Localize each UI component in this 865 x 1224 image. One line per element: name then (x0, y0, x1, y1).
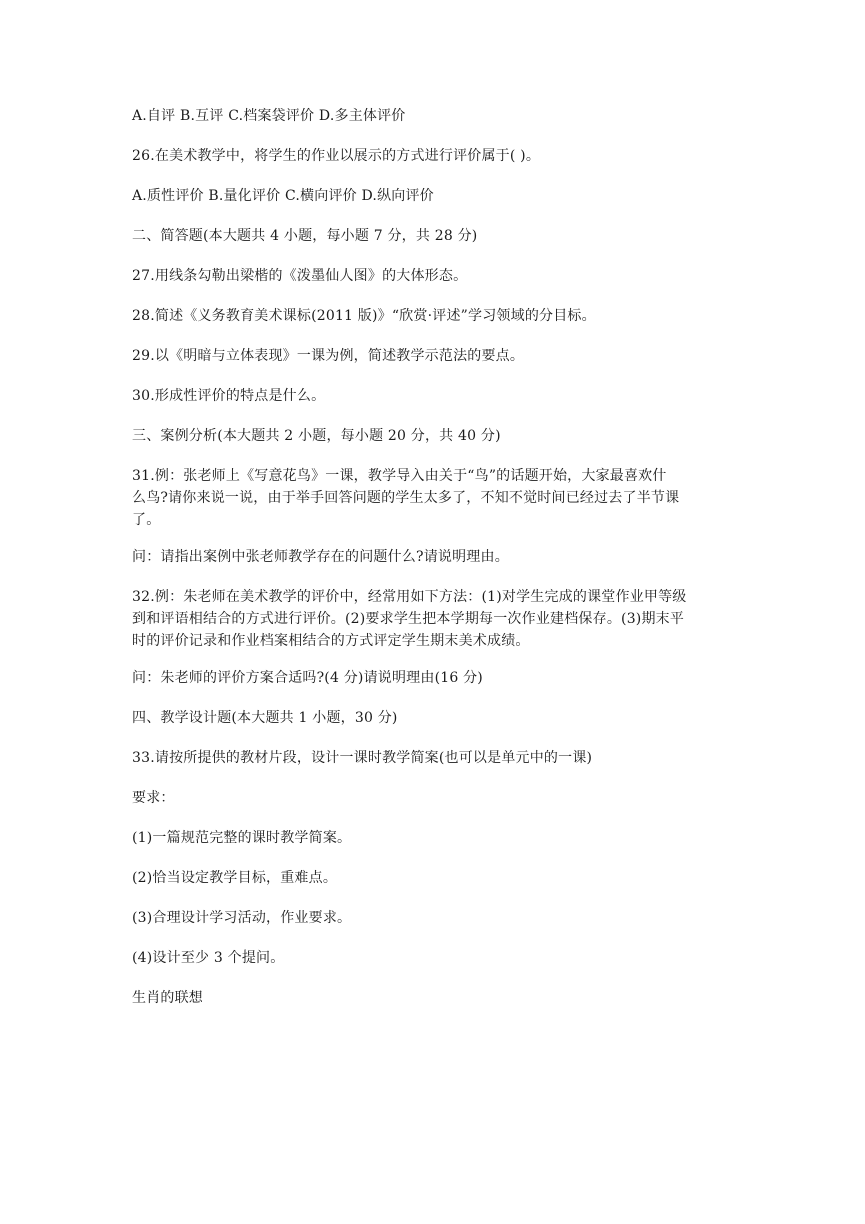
question-32 (132, 586, 732, 652)
question-31-line-2: 么鸟?请你来说一说，由于举手回答问题的学生太多了，不知不觉时间已经过去了半节课 (132, 490, 680, 506)
question-27: 27.用线条勾勒出梁楷的《泼墨仙人图》的大体形态。 (132, 268, 468, 284)
section-teaching-design-heading: 四、教学设计题(本大题共 1 小题，30 分) (132, 710, 398, 726)
question-32-ask: 问：朱老师的评价方案合适吗?(4 分)请说明理由(16 分) (132, 670, 483, 686)
question-31-line-3: 了。 (132, 512, 161, 528)
section-case-analysis-heading: 三、案例分析(本大题共 2 小题，每小题 20 分，共 40 分) (132, 428, 501, 444)
requirement-3: (3)合理设计学习活动，作业要求。 (132, 910, 352, 926)
q25-options: A.自评 B.互评 C.档案袋评价 D.多主体评价 (132, 108, 406, 124)
requirements-heading: 要求： (132, 790, 175, 806)
requirement-1: (1)一篇规范完整的课时教学简案。 (132, 830, 352, 846)
question-32-line-2: 到和评语相结合的方式进行评价。(2)要求学生把本学期每一次作业建档保存。(3)期末平 (132, 611, 685, 627)
question-32-line-1: 32.例：朱老师在美术教学的评价中，经常用如下方法：(1)对学生完成的课堂作业甲等级 (132, 589, 687, 605)
question-26: 26.在美术教学中，将学生的作业以展示的方式进行评价属于( )。 (132, 148, 541, 164)
lesson-topic: 生肖的联想 (132, 990, 203, 1006)
question-30: 30.形成性评价的特点是什么。 (132, 388, 326, 404)
question-28: 28.简述《义务教育美术课标(2011 版)》“欣赏·评述”学习领域的分目标。 (132, 308, 596, 324)
question-33: 33.请按所提供的教材片段，设计一课时教学简案(也可以是单元中的一课) (132, 750, 593, 766)
question-32-line-3: 时的评价记录和作业档案相结合的方式评定学生期末美术成绩。 (132, 633, 530, 649)
question-31-line-1: 31.例：张老师上《写意花鸟》一课，教学导入由关于“鸟”的话题开始，大家最喜欢什 (132, 468, 667, 484)
requirement-2: (2)恰当设定教学目标，重难点。 (132, 870, 338, 886)
question-31 (132, 465, 732, 531)
requirement-4: (4)设计至少 3 个提问。 (132, 950, 285, 966)
q26-options: A.质性评价 B.量化评价 C.横向评价 D.纵向评价 (132, 188, 434, 204)
question-31-ask: 问：请指出案例中张老师教学存在的问题什么?请说明理由。 (132, 549, 509, 565)
section-short-answer-heading: 二、简答题(本大题共 4 小题，每小题 7 分，共 28 分) (132, 228, 478, 244)
question-29: 29.以《明暗与立体表现》一课为例，简述教学示范法的要点。 (132, 348, 525, 364)
